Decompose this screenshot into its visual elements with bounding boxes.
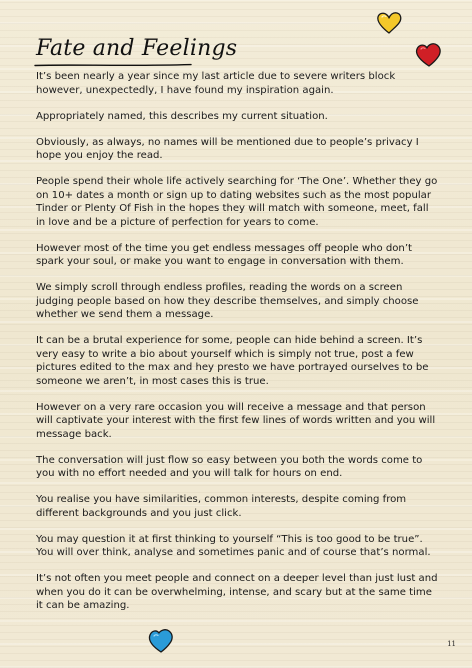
red-heart-icon (414, 42, 442, 68)
paragraph: It’s not often you meet people and connect on a deeper level than just lust and when you do it can be overwhelming, intense, and scary but at the same time it can be amazing. (36, 573, 438, 611)
paragraph: Obviously, as always, no names will be mentioned due to people’s privacy I hope you enjoy the read. (36, 136, 419, 161)
paragraph: You may question it at first thinking to yourself “This is too good to be true”. You will over think, analyse and sometimes panic and of course that’s normal. (36, 533, 431, 558)
title-underline (34, 62, 192, 68)
paragraph: We simply scroll through endless profiles, reading the words on a screen judging people based on how they describe themselves, and simply choose whether we send them a message. (36, 282, 419, 320)
blue-heart-icon (147, 628, 174, 654)
paragraph: Appropriately named, this describes my current situation. (36, 110, 328, 122)
paragraph: However on a very rare occasion you will receive a message and that person will captivate your interest with the first few lines of words written and you will message back. (36, 401, 436, 440)
page-title: Fate and Feelings (36, 36, 238, 61)
paragraph: It can be a brutal experience for some, people can hide behind a screen. It’s very easy to write a bio about yourself which is simply not true, post a few pictures edited to the max and hey presto we have portrayed ourselves to be someone we aren’t, in most cases this is true. (36, 335, 429, 387)
page-number: 11 (447, 640, 456, 648)
paragraph: People spend their whole life actively searching for ‘The One’. Whether they go on 10+ dates a month or sign up to dating websites such as the most popular Tinder or Plenty Of Fish in the hopes they will match with someone, meet, fall in love and be a picture of perfection for years to come. (36, 176, 438, 228)
paragraph: You realise you have similarities, common interests, despite coming from different backgrounds and you just click. (36, 494, 407, 519)
article-body (36, 70, 438, 625)
paragraph: However most of the time you get endless messages off people who don’t spark your soul, or make you want to engage in conversation with them. (36, 242, 412, 267)
paragraph: The conversation will just flow so easy between you both the words come to you with no effort needed and you will talk for hours on end. (36, 454, 423, 479)
yellow-heart-icon (376, 10, 402, 35)
paragraph: It’s been nearly a year since my last article due to severe writers block however, unexpectedly, I have found my inspiration again. (36, 71, 396, 96)
